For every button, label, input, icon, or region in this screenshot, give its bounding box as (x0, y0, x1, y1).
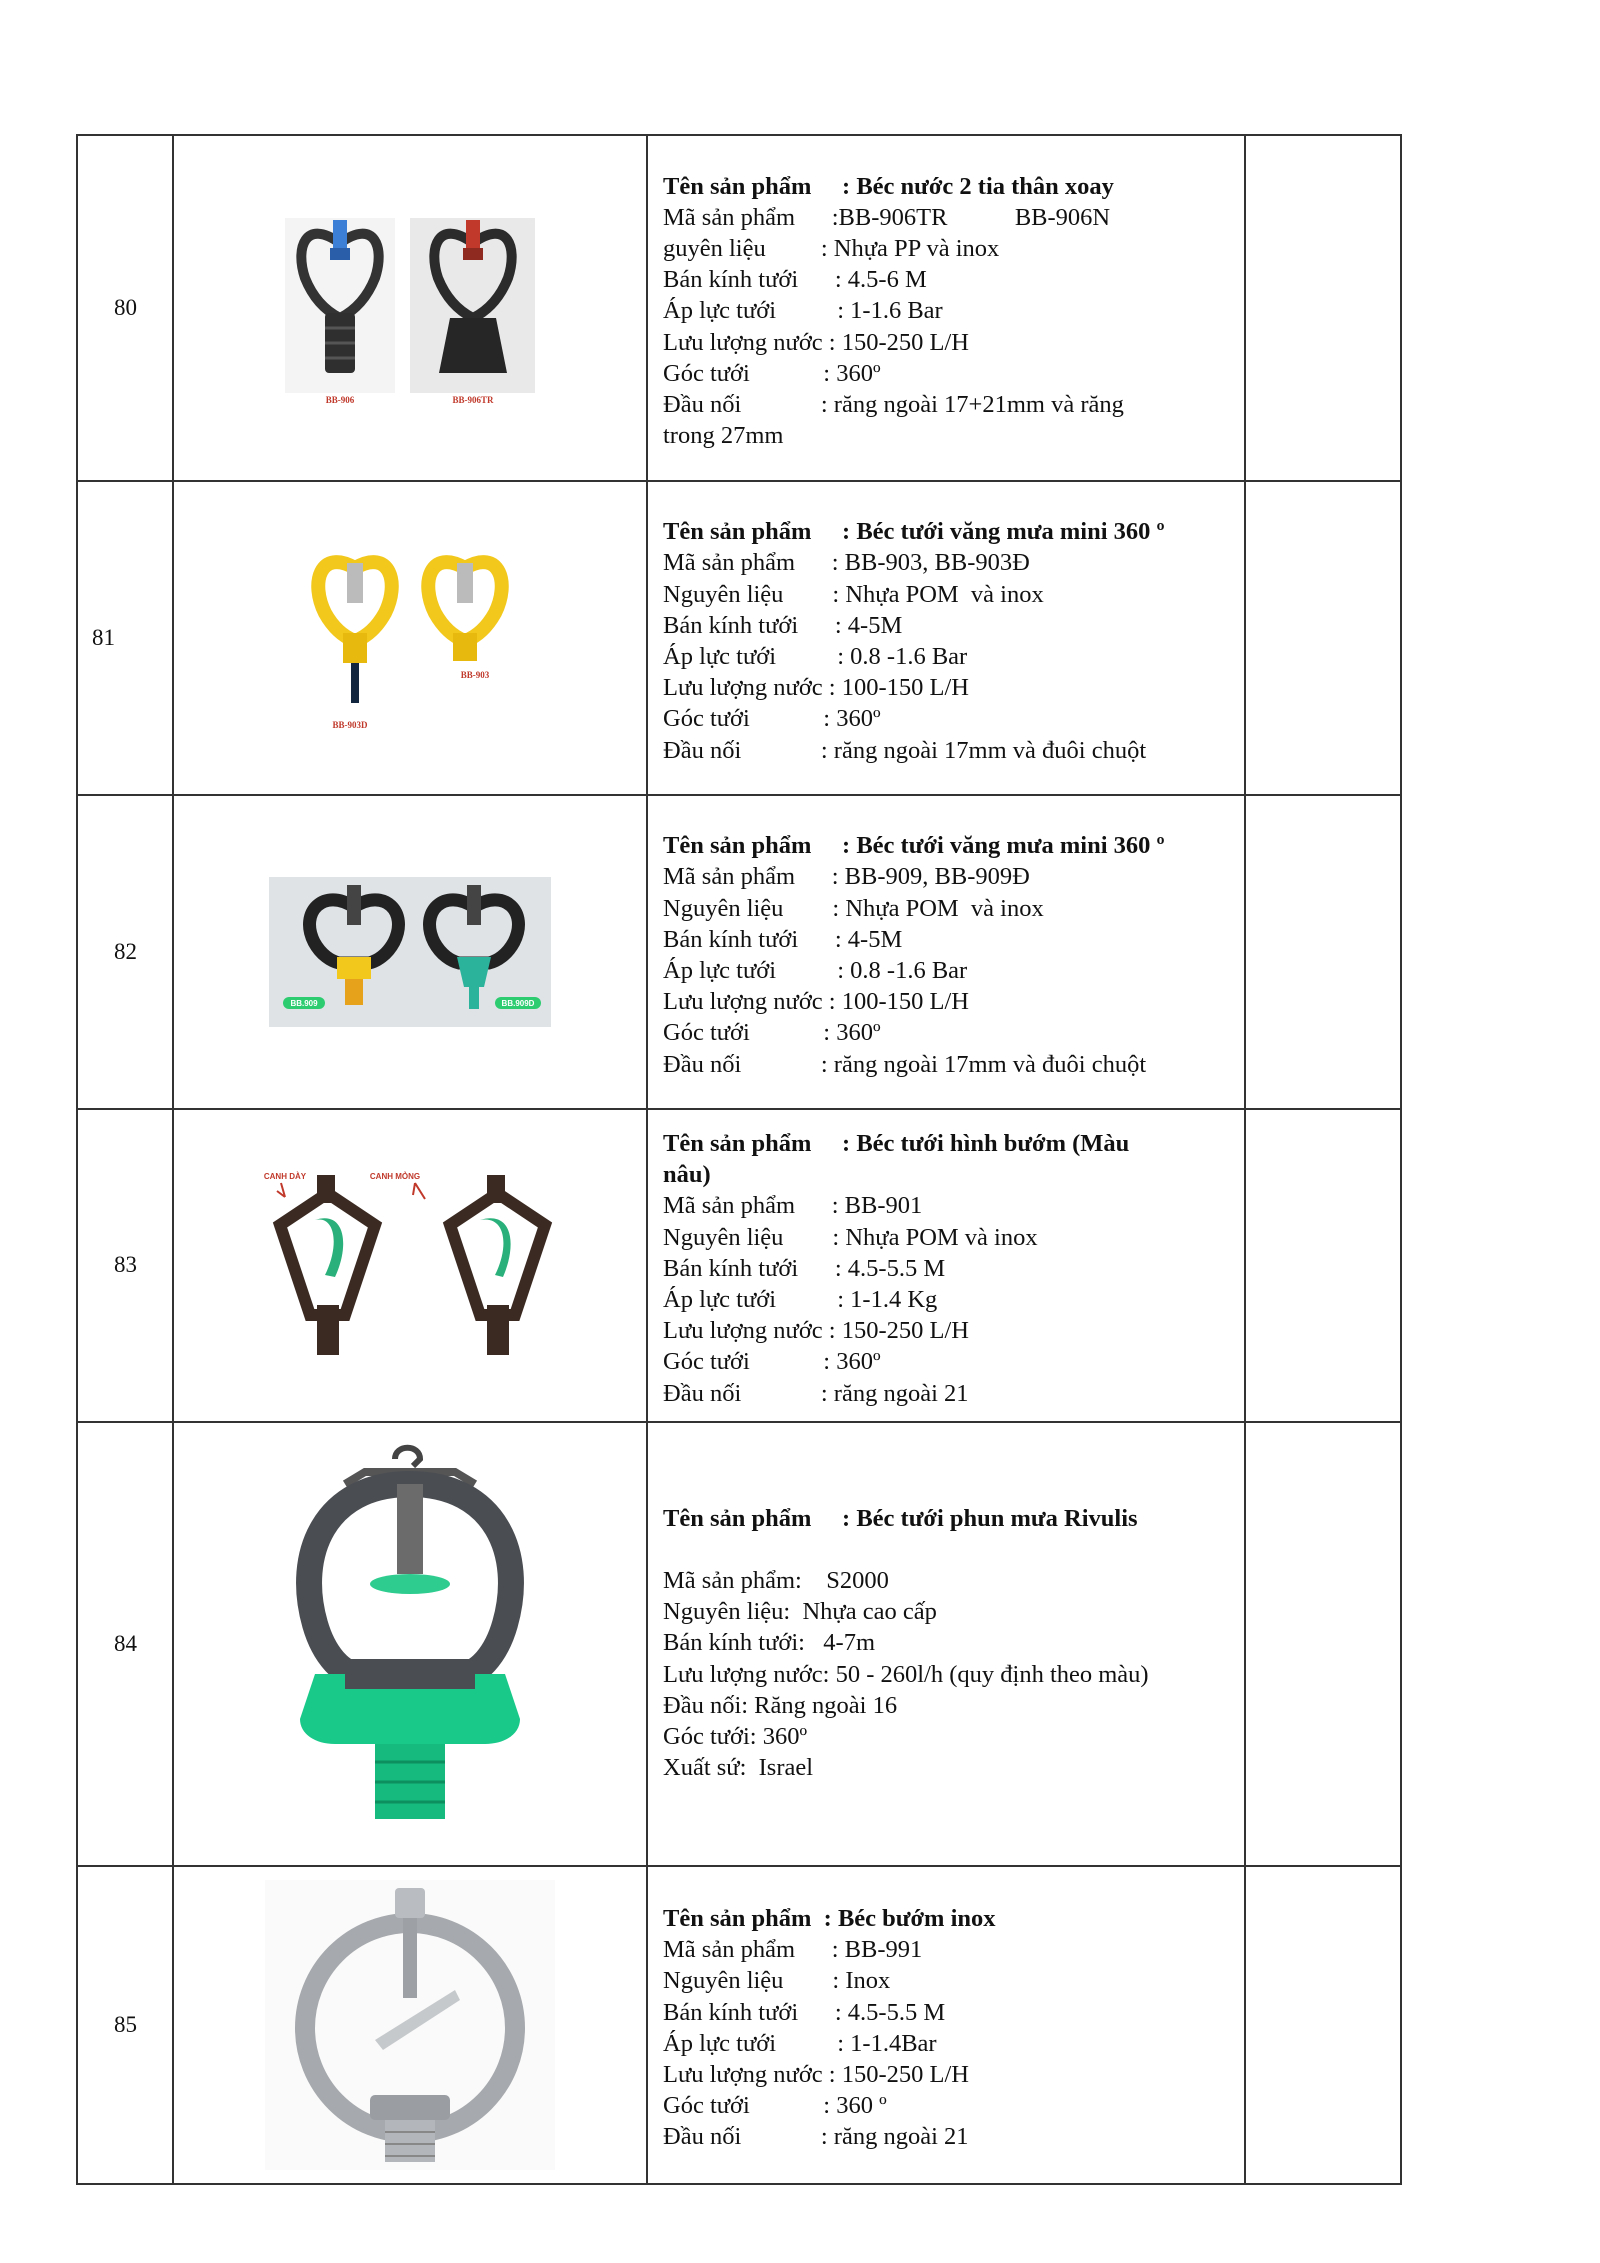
product-code-line: Mã sản phẩm : BB-901 (663, 1192, 923, 1220)
radius-line: Bán kính tưới : 4.5-5.5 M (663, 1254, 946, 1282)
empty-cell (1245, 481, 1401, 795)
row-number: 83 (77, 1109, 173, 1422)
product-name-line: Tên sản phẩm : Béc tưới văng mưa mini 360 º (663, 832, 1165, 860)
sprinkler-bb-903-image (295, 543, 525, 733)
material-line: Nguyên liệu : Nhựa POM và inox (663, 894, 1044, 922)
image-caption: BB-903 (460, 670, 490, 680)
image-caption: CANH MỎNG (369, 1172, 421, 1182)
product-code-line: Mã sản phẩm : BB-909, BB-909Đ (663, 863, 1030, 891)
sprinkler-bb-901-image (255, 1165, 565, 1365)
product-name-line: Tên sản phẩm : Béc tưới hình bướm (Màu (663, 1130, 1130, 1157)
angle-line: Góc tưới : 360 º (663, 2092, 887, 2120)
material-line: guyên liệu : Nhựa PP và inox (663, 234, 1000, 262)
row-number: 85 (77, 1866, 173, 2184)
angle-line: Góc tưới: 360º (663, 1723, 808, 1751)
flow-line: Lưu lượng nước : 150-250 L/H (663, 2061, 969, 2089)
table-row (77, 1422, 1401, 1866)
row-number: 82 (77, 795, 173, 1109)
radius-line: Bán kính tưới: 4-7m (663, 1629, 876, 1657)
connector-line: Đầu nối: Răng ngoài 16 (663, 1691, 898, 1719)
pressure-line: Áp lực tưới : 0.8 -1.6 Bar (663, 643, 968, 670)
product-image-cell (173, 1866, 647, 2184)
product-code-line: Mã sản phẩm : BB-903, BB-903Đ (663, 549, 1030, 577)
row-number: 84 (77, 1422, 173, 1866)
connector-line: Đầu nối : răng ngoài 21 (663, 2123, 969, 2151)
sprinkler-bb-906-image (275, 208, 545, 408)
radius-line: Bán kính tưới : 4.5-6 M (663, 266, 927, 294)
material-line: Nguyên liệu : Nhựa POM và inox (663, 1223, 1038, 1251)
connector-line: Đầu nối : răng ngoài 17+21mm và răng (663, 391, 1124, 418)
product-name-line: Tên sản phẩm : Béc tưới văng mưa mini 360 º (663, 518, 1165, 546)
image-caption: CANH DÀY (263, 1172, 307, 1182)
sprinkler-bb-909-image (269, 877, 551, 1027)
product-name-line: Tên sản phẩm : Béc nước 2 tia thân xoay (663, 172, 1114, 200)
product-name-line: Tên sản phẩm : Béc bướm inox (663, 1905, 996, 1933)
product-name-line-cont: nâu) (663, 1161, 711, 1189)
table-row (77, 1866, 1401, 2184)
empty-cell (1245, 135, 1401, 481)
empty-cell (1245, 1109, 1401, 1422)
material-line: Nguyên liệu: Nhựa cao cấp (663, 1598, 937, 1626)
radius-line: Bán kính tưới : 4-5M (663, 925, 903, 953)
product-code-line: Mã sản phẩm : BB-991 (663, 1936, 923, 1964)
radius-line: Bán kính tưới : 4.5-5.5 M (663, 1998, 946, 2026)
product-code-line: Mã sản phẩm: S2000 (663, 1567, 889, 1595)
table-row (77, 1109, 1401, 1422)
product-code-line: Mã sản phẩm :BB-906TR BB-906N (663, 203, 1111, 231)
product-image-cell (173, 481, 647, 795)
product-description (647, 1422, 1245, 1866)
angle-line: Góc tưới : 360º (663, 1019, 881, 1047)
angle-line: Góc tưới : 360º (663, 1348, 881, 1376)
image-caption: BB.909D (501, 999, 535, 1008)
product-description (647, 1109, 1245, 1422)
flow-line: Lưu lượng nước: 50 - 260l/h (quy định theo màu) (663, 1660, 1149, 1688)
product-description (647, 135, 1245, 481)
product-catalog-table (76, 134, 1402, 2185)
pressure-line: Áp lực tưới : 1-1.4 Kg (663, 1286, 938, 1314)
image-caption: BB.909 (290, 999, 318, 1008)
blank-line (663, 1534, 1230, 1565)
pressure-line: Áp lực tưới : 1-1.4Bar (663, 2029, 937, 2057)
radius-line: Bán kính tưới : 4-5M (663, 611, 903, 639)
flow-line: Lưu lượng nước : 150-250 L/H (663, 328, 969, 356)
flow-line: Lưu lượng nước : 100-150 L/H (663, 674, 969, 702)
connector-line: Đầu nối : răng ngoài 17mm và đuôi chuột (663, 736, 1147, 764)
angle-line: Góc tưới : 360º (663, 705, 881, 733)
flow-line: Lưu lượng nước : 100-150 L/H (663, 988, 969, 1016)
origin-line: Xuất sứ: Israel (663, 1754, 814, 1782)
connector-line: Đầu nối : răng ngoài 21 (663, 1379, 969, 1407)
connector-line-cont: trong 27mm (663, 422, 784, 450)
product-image-cell (173, 135, 647, 481)
sprinkler-rivulis-s2000-image (285, 1444, 535, 1844)
empty-cell (1245, 1866, 1401, 2184)
row-number: 81 (77, 481, 173, 795)
flow-line: Lưu lượng nước : 150-250 L/H (663, 1317, 969, 1345)
pressure-line: Áp lực tưới : 0.8 -1.6 Bar (663, 957, 968, 984)
empty-cell (1245, 795, 1401, 1109)
product-description (647, 1866, 1245, 2184)
product-image-cell (173, 1109, 647, 1422)
row-number: 80 (77, 135, 173, 481)
connector-line: Đầu nối : răng ngoài 17mm và đuôi chuột (663, 1050, 1147, 1078)
product-image-cell (173, 1422, 647, 1866)
image-caption: BB-903D (332, 720, 368, 730)
product-image-cell (173, 795, 647, 1109)
image-caption: BB-906TR (452, 395, 494, 405)
table-row (77, 135, 1401, 481)
table-row (77, 795, 1401, 1109)
material-line: Nguyên liệu : Inox (663, 1967, 891, 1995)
product-description (647, 481, 1245, 795)
empty-cell (1245, 1422, 1401, 1866)
angle-line: Góc tưới : 360º (663, 359, 881, 387)
sprinkler-bb-991-image (265, 1880, 555, 2170)
pressure-line: Áp lực tưới : 1-1.6 Bar (663, 297, 943, 325)
image-caption: BB-906 (325, 395, 355, 405)
table-row (77, 481, 1401, 795)
product-description (647, 795, 1245, 1109)
material-line: Nguyên liệu : Nhựa POM và inox (663, 580, 1044, 608)
product-name-line: Tên sản phẩm : Béc tưới phun mưa Rivulis (663, 1504, 1138, 1532)
